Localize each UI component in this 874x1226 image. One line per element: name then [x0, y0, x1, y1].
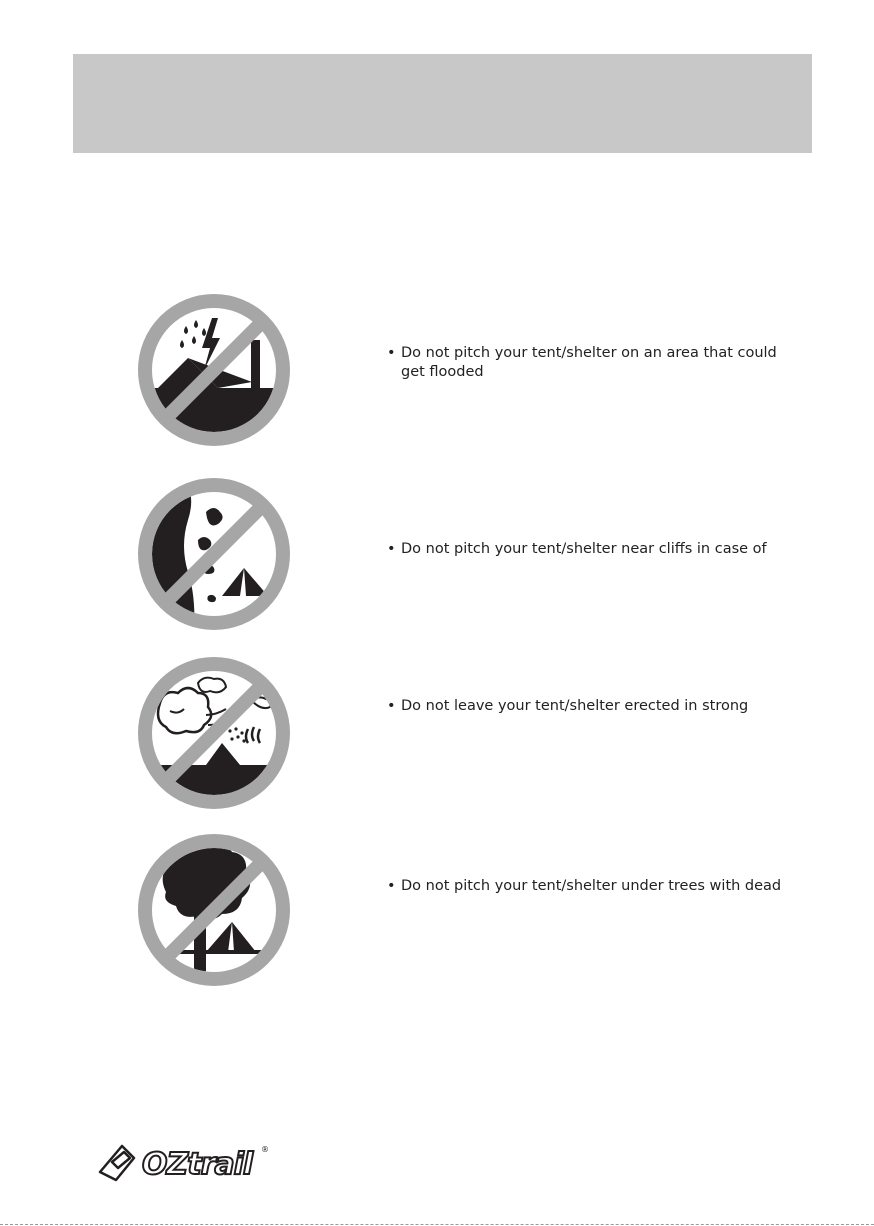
bullet: • — [387, 541, 396, 557]
warning-line: Do not pitch your tent/shelter on an area that could — [401, 345, 777, 361]
dead-tree-prohibited-icon — [136, 832, 292, 988]
oztrail-logo — [98, 1138, 273, 1184]
bullet: • — [387, 878, 396, 894]
strong-wind-prohibited-icon — [136, 655, 292, 811]
bullet: • — [387, 698, 396, 714]
warning-line: get flooded — [401, 364, 484, 380]
cliff-rockfall-prohibited-icon — [136, 476, 292, 632]
header-band — [73, 54, 812, 153]
flood-prohibited-icon — [136, 292, 292, 448]
bullet: • — [387, 345, 396, 361]
warning-line: Do not leave your tent/shelter erected in strong — [401, 698, 749, 714]
warning-line: Do not pitch your tent/shelter near cliffs in case of — [401, 541, 767, 557]
page-edge-rule — [0, 1224, 874, 1225]
brand-name: OZtrail — [142, 1147, 253, 1182]
registered-mark: ® — [261, 1145, 269, 1154]
warning-line: Do not pitch your tent/shelter under trees with dead — [401, 878, 782, 894]
